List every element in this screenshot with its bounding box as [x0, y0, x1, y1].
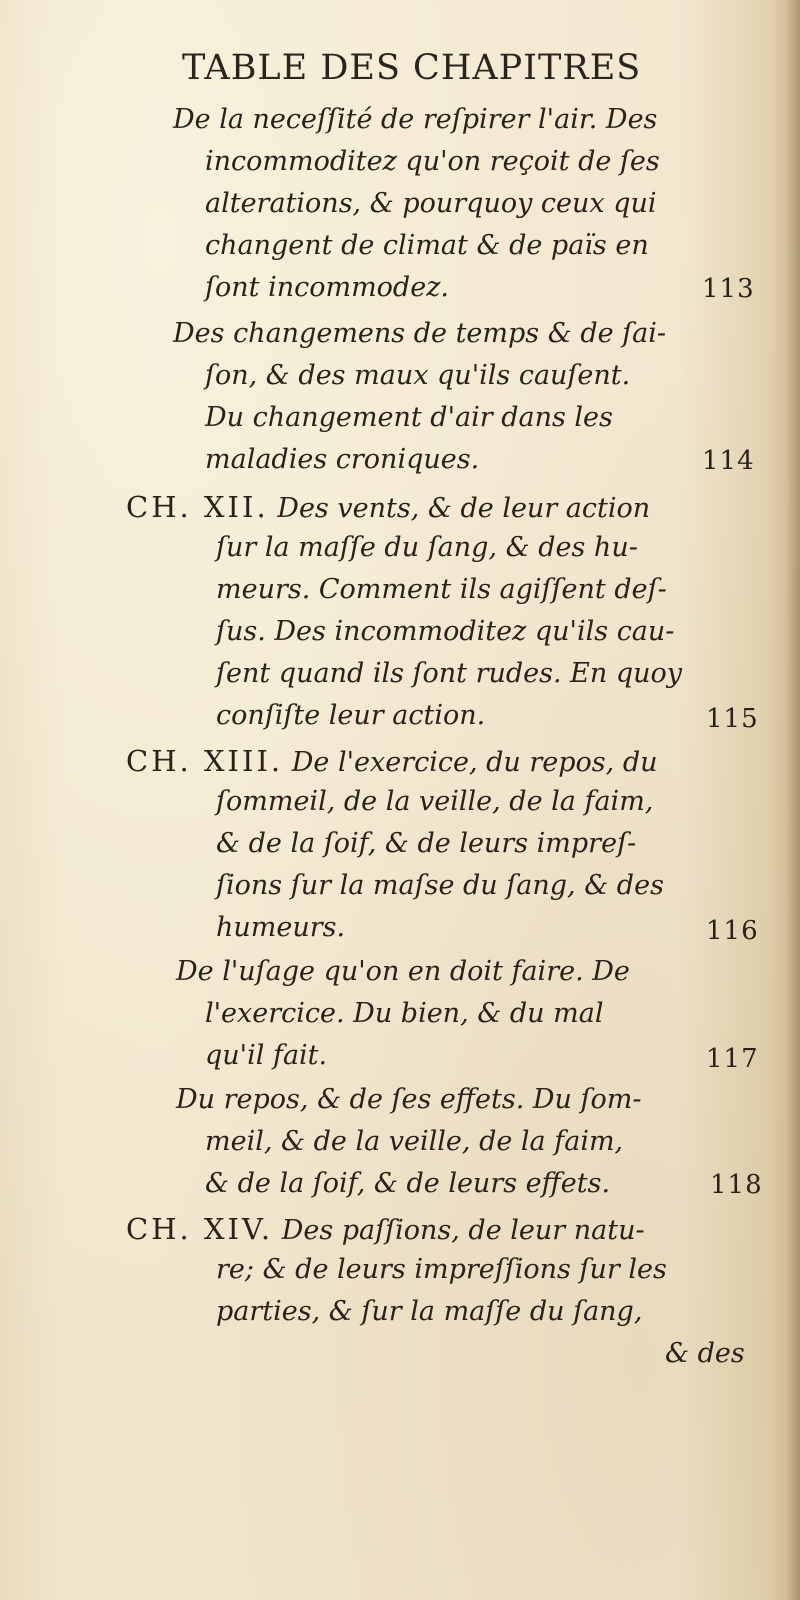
toc-line: humeurs.: [216, 912, 346, 943]
toc-line: & de la ſoif, & de leurs effets.: [205, 1168, 611, 1199]
toc-line: De l'uſage qu'on en doit faire. De: [176, 956, 630, 987]
toc-line: Du repos, & de ſes effets. Du ſom-: [176, 1084, 642, 1115]
page-number: 118: [710, 1170, 763, 1200]
chapter-label: CH. XIII.: [126, 744, 284, 778]
toc-line: parties, & ſur la maſſe du ſang,: [216, 1296, 643, 1327]
toc-line: incommoditez qu'on reçoit de ſes: [205, 146, 660, 177]
toc-line: qu'il fait.: [205, 1040, 328, 1071]
toc-line: maladies croniques.: [205, 444, 480, 475]
toc-line: Des changemens de temps & de ſai-: [173, 318, 667, 349]
page-number: 116: [706, 916, 759, 946]
page-number: 114: [702, 446, 755, 476]
chapter-label: CH. XIV.: [126, 1212, 274, 1246]
toc-line: ſommeil, de la veille, de la faim,: [216, 786, 654, 817]
toc-line: meurs. Comment ils agiſſent deſ-: [216, 574, 667, 605]
toc-line: ſions ſur la maſse du ſang, & des: [216, 870, 664, 901]
page-edge-shadow: [786, 0, 800, 1600]
toc-line: & de la ſoif, & de leurs impreſ-: [216, 828, 637, 859]
chapter-label: CH. XII.: [126, 490, 269, 524]
toc-line: re; & de leurs impreſſions ſur les: [216, 1254, 667, 1285]
toc-line: conſiſte leur action.: [216, 700, 486, 731]
toc-line: ſus. Des incommoditez qu'ils cau-: [216, 616, 675, 647]
toc-line: CH. XII. Des vents, & de leur action: [126, 490, 651, 524]
page-number: 113: [702, 274, 755, 304]
toc-line: ſon, & des maux qu'ils cauſent.: [205, 360, 631, 391]
toc-line: CH. XIV. Des paſſions, de leur natu-: [126, 1212, 645, 1246]
toc-line: ſent quand ils ſont rudes. En quoy: [216, 658, 683, 689]
toc-line: & des: [665, 1338, 745, 1369]
toc-line: ſur la maſſe du ſang, & des hu-: [216, 532, 638, 563]
toc-line: changent de climat & de païs en: [205, 230, 649, 261]
running-head: TABLE DES CHAPITRES: [182, 48, 642, 88]
toc-line: Du changement d'air dans les: [205, 402, 613, 433]
page-number: 115: [706, 704, 759, 734]
toc-line: ſont incommodez.: [205, 272, 450, 303]
toc-line: meil, & de la veille, de la faim,: [205, 1126, 624, 1157]
toc-line: alterations, & pourquoy ceux qui: [205, 188, 657, 219]
page-number: 117: [706, 1044, 759, 1074]
toc-line: l'exercice. Du bien, & du mal: [205, 998, 604, 1029]
toc-line: De la neceſſité de reſpirer l'air. Des: [173, 104, 658, 135]
toc-line: CH. XIII. De l'exercice, du repos, du: [126, 744, 658, 778]
